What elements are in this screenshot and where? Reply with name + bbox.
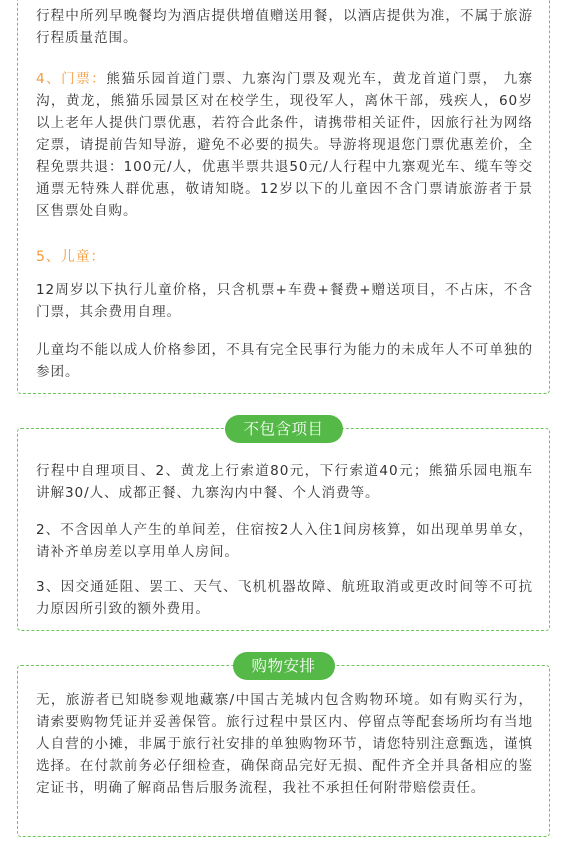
excluded-item-single-room: 2、不含因单人产生的单间差，住宿按2人入住1间房核算，如出现单男单女，请补齐单房差以享用单人房间。 bbox=[36, 522, 533, 560]
excluded-item-force-majeure: 3、因交通延阻、罢工、天气、飞机机器故障、航班取消或更改时间等不可抗力原因所引致的额外费用。 bbox=[36, 579, 533, 617]
shopping-note: 无，旅游者已知晓参观地藏寨/中国古羌城内包含购物环境。如有购买行为，请索要购物凭证并妥善保管。旅行过程中景区内、停留点等配套场所均有当地人自营的小摊，非属于旅行社安排的单独购物环节，请您特别注意甄选，谨慎选择。在付款前务必仔细检查，确保商品完好无损、配件齐全并具备相应的鉴定证书，明确了解商品售后服务流程，我社不承担任何附带赔偿责任。 bbox=[36, 692, 533, 796]
children-price-note: 12周岁以下执行儿童价格，只含机票+车费+餐费+赠送项目，不占床，不含门票，其余费用自理。 bbox=[36, 282, 533, 320]
included-notes-card bbox=[17, 0, 550, 394]
children-heading: 5、儿童： bbox=[36, 249, 106, 265]
excluded-items-title: 不包含项目 bbox=[224, 415, 342, 443]
children-join-note: 儿童均不能以成人价格参团，不具有完全民事行为能力的未成年人不可单独的参团。 bbox=[36, 342, 533, 380]
shopping-title: 购物安排 bbox=[232, 652, 334, 680]
excluded-item-self-pay: 行程中自理项目、2、黄龙上行索道80元，下行索道40元；熊猫乐园电瓶车讲解30/人、成都正餐、九寨沟内中餐、个人消费等。 bbox=[36, 463, 533, 501]
excluded-items-card bbox=[17, 420, 550, 631]
tickets-note bbox=[36, 68, 533, 222]
tickets-heading: 4、门票： bbox=[36, 71, 107, 87]
shopping-card bbox=[17, 657, 550, 837]
tickets-text: 熊猫乐园首道门票、九寨沟门票及观光车，黄龙首道门票， 九寨沟，黄龙，熊猫乐园景区对在校学生，现役军人，离休干部，残疾人，60岁以上老年人提供门票优惠，若符合此条件，请携带相关证件，因旅行社为网络定票，请提前告知导游，避免不必要的损失。导游将现退您门票优惠差价，全程免票共退：100元/人，优惠半票共退50元/人行程中九寨观光车、缆车等交通票无特殊人群优惠，敬请知晓。12岁以下的儿童因不含门票请旅游者于景区售票处自购。 bbox=[36, 71, 534, 219]
meals-note: 行程中所列早晚餐均为酒店提供增值赠送用餐，以酒店提供为准，不属于旅游行程质量范围。 bbox=[36, 8, 533, 46]
